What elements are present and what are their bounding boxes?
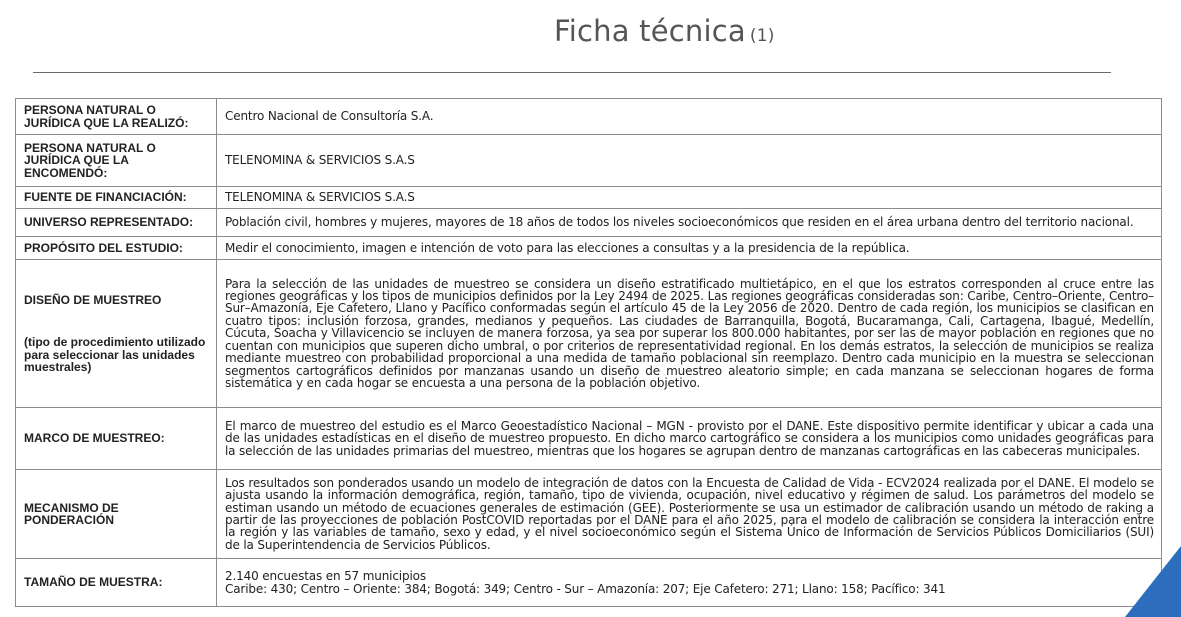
corner-accent-triangle xyxy=(1125,546,1181,617)
row-label: PROPÓSITO DEL ESTUDIO: xyxy=(16,237,217,260)
row-value: Medir el conocimiento, imagen e intención de voto para las elecciones a consultas y a la presidencia de la república. xyxy=(217,237,1162,260)
title-footnote-marker: (1) xyxy=(749,26,775,46)
title-divider xyxy=(33,72,1111,73)
technical-sheet-table xyxy=(15,98,1162,607)
row-label: PERSONA NATURAL O JURÍDICA QUE LA REALIZÓ: xyxy=(16,99,217,135)
row-value: Centro Nacional de Consultoría S.A. xyxy=(217,99,1162,135)
table-row xyxy=(16,470,1162,559)
page-title xyxy=(554,14,775,48)
table-row xyxy=(16,559,1162,607)
table-row xyxy=(16,187,1162,209)
table-row xyxy=(16,99,1162,135)
sample-size-by-region: Caribe: 430; Centro – Oriente: 384; Bogotá: 349; Centro - Sur – Amazonía: 207; Eje Cafetero: 271; Llano: 158; Pacífico: 341 xyxy=(225,581,946,596)
row-label-group xyxy=(16,260,217,408)
row-label: MARCO DE MUESTREO: xyxy=(16,408,217,470)
row-value: TELENOMINA & SERVICIOS S.A.S xyxy=(217,187,1162,209)
row-label: MECANISMO DE PONDERACIÓN xyxy=(16,470,217,559)
row-label: TAMAÑO DE MUESTRA: xyxy=(16,559,217,607)
row-value: Los resultados son ponderados usando un modelo de integración de datos con la Encuesta de Calidad de Vida - ECV2024 realizada por el DANE. El modelo se ajusta usando la información demográfica, región, tamaño, tipo de vivienda, ocupación, nivel educativo y régimen de salud. Los parámetros del modelo se estiman usando un método de ecuaciones generales de estimación (GEE). Posteriormente se usa un estimador de calibración usando un método de raking a partir de las proyecciones de población PostCOVID reportadas por el DANE para el año 2025, para el modelo de calibración se considera la interacción entre la región y las variables de tamaño, sexo y edad, y el nivel socioeconómico según el Sistema Único de Información de Servicios Públicos Domiciliarios (SUI) de la Superintendencia de Servicios Públicos. xyxy=(217,470,1162,559)
sample-size-total: 2.140 encuestas en 57 municipios xyxy=(225,569,426,584)
row-value: Para la selección de las unidades de muestreo se considera un diseño estratificado multietápico, en el que los estratos corresponden al cruce entre las regiones geográficas y los tipos de municipios definidos por la Ley 2494 de 2025. Las regiones geográficas consideradas son: Caribe, Centro–Oriente, Centro–Sur–Amazonía, Eje Cafetero, Llano y Pacífico conformadas según el artículo 45 de la Ley 2056 de 2020. Dentro de cada región, los municipios se clasifican en cuatro tipos: inclusión forzosa, grandes, medianos y pequeños. Las ciudades de Barranquilla, Bogotá, Bucaramanga, Cali, Cartagena, Ibagué, Medellín, Cúcuta, Soacha y Villavicencio se incluyen de manera forzosa, ya sea por superar los 800.000 habitantes, por ser las de mayor población en regiones que no cuentan con municipios que superen dicho umbral, o por criterios de representatividad regional. En los demás estratos, la selección de municipios se realiza mediante muestreo con probabilidad proporcional a una medida de tamaño poblacional sin reemplazo. Dentro cada municipio en la muestra se seleccionan segmentos cartográficos definidos por manzanas usando un diseño de muestreo aleatorio simple; en cada manzana se seleccionan hogares de forma sistemática y en cada hogar se encuesta a una persona de la población objetivo. xyxy=(217,260,1162,408)
table-row xyxy=(16,135,1162,187)
row-label: FUENTE DE FINANCIACIÓN: xyxy=(16,187,217,209)
row-label: UNIVERSO REPRESENTADO: xyxy=(16,209,217,237)
table-row xyxy=(16,209,1162,237)
row-label: DISEÑO DE MUESTREO xyxy=(24,292,162,307)
table-row xyxy=(16,408,1162,470)
table-row xyxy=(16,237,1162,260)
table-row xyxy=(16,260,1162,408)
row-value: TELENOMINA & SERVICIOS S.A.S xyxy=(217,135,1162,187)
row-label: PERSONA NATURAL O JURÍDICA QUE LA ENCOMENDÓ: xyxy=(16,135,217,187)
row-sublabel: (tipo de procedimiento utilizado para seleccionar las unidades muestrales) xyxy=(24,335,206,374)
row-value: Población civil, hombres y mujeres, mayores de 18 años de todos los niveles socioeconómicos que residen en el área urbana dentro del territorio nacional. xyxy=(217,209,1162,237)
row-value-group xyxy=(217,559,1162,607)
row-value: El marco de muestreo del estudio es el Marco Geoestadístico Nacional – MGN - provisto por el DANE. Este dispositivo permite identificar y ubicar a cada una de las unidades estadísticas en el diseño de muestreo propuesto. En dicho marco cartográfico se considera a los municipios como unidades geográficas para la selección de las unidades primarias del muestreo, mientras que los hogares se agrupan dentro de manzanas cartográficas en las cabeceras municipales. xyxy=(217,408,1162,470)
title-text: Ficha técnica xyxy=(554,14,746,48)
